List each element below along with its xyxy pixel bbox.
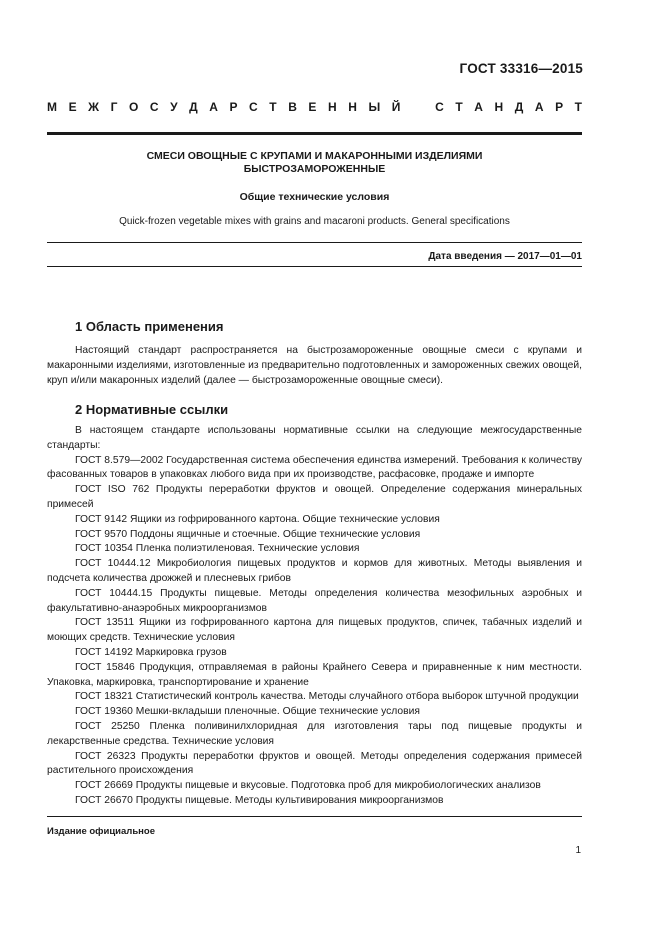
section-paragraph: В настоящем стандарте использованы нормативные ссылки на следующие межгосударственные стандарты:: [47, 425, 582, 451]
banner-letter: Н: [348, 100, 357, 114]
banner-letter: А: [474, 100, 483, 114]
section-scope: [47, 319, 582, 388]
document-code: ГОСТ 33316—2015: [459, 61, 583, 76]
reference-item: ГОСТ 8.579—2002 Государственная система обеспечения единства измерений. Требования к количеству фасованных товаров в упаковках любого вида при их производстве, расфасовке, продаже и импорте: [47, 454, 582, 481]
section-heading: 1 Область применения: [75, 319, 224, 334]
official-edition-label: Издание официальное: [47, 826, 155, 837]
reference-item: ГОСТ 9142 Ящики из гофрированного картона. Общие технические условия: [75, 513, 440, 525]
banner-letter: Е: [308, 100, 317, 114]
section-heading: 2 Нормативные ссылки: [75, 402, 229, 417]
banner-letter: Д: [189, 100, 198, 114]
title-line-1: СМЕСИ ОВОЩНЫЕ С КРУПАМИ И МАКАРОННЫМИ ИЗДЕЛИЯМИ: [146, 150, 483, 162]
introduction-date: Дата введения — 2017—01—01: [428, 251, 582, 262]
reference-item: ГОСТ 10444.15 Продукты пищевые. Методы определения количества мезофильных аэробных и факультативно-анаэробных микроорганизмов: [47, 587, 582, 614]
banner-letter: С: [435, 100, 444, 114]
banner-letter: Т: [269, 100, 277, 114]
section-normative-references: [47, 402, 582, 809]
banner-letter: Е: [68, 100, 77, 114]
reference-item: ГОСТ 25250 Пленка поливинилхлоридная для изготовления тары под пищевые продукты и лекарственные средства. Технические условия: [47, 720, 582, 747]
reference-list: [47, 454, 582, 809]
reference-item: ГОСТ 18321 Статистический контроль качества. Методы случайного отбора выборок штучной продукции: [75, 691, 579, 703]
banner-letter: С: [249, 100, 258, 114]
banner-letter: Н: [494, 100, 504, 114]
document-subtitle: Общие технические условия: [239, 191, 390, 203]
banner-letter: У: [170, 100, 178, 114]
interstate-standard-banner: [47, 100, 582, 114]
banner-letter: Й: [391, 100, 401, 114]
banner-letter: Ж: [88, 100, 99, 114]
banner-letter: Г: [110, 100, 118, 114]
reference-item: ГОСТ 10354 Пленка полиэтиленовая. Технические условия: [75, 543, 360, 555]
header-rule: [47, 132, 582, 135]
banner-letter: Р: [229, 100, 238, 114]
banner-letter: В: [288, 100, 297, 114]
banner-letter: О: [128, 100, 139, 114]
banner-letter: Р: [555, 100, 564, 114]
reference-item: ГОСТ 19360 Мешки-вкладыши пленочные. Общие технические условия: [75, 706, 420, 718]
title-divider: [47, 242, 582, 243]
reference-item: ГОСТ ISO 762 Продукты переработки фруктов и овощей. Определение содержания минеральных примесей: [47, 484, 582, 510]
document-title: [47, 150, 582, 176]
reference-item: ГОСТ 10444.12 Микробиология пищевых продуктов и кормов для животных. Методы выявления и подсчета количества дрожжей и плесневых грибов: [47, 558, 582, 584]
page-number: 1: [575, 845, 581, 856]
reference-item: ГОСТ 15846 Продукция, отправляемая в районы Крайнего Севера и приравненные к ним местности. Упаковка, маркировка, транспортирование и хранение: [47, 661, 582, 688]
banner-letter: Д: [514, 100, 524, 114]
banner-letter: Ы: [368, 100, 381, 114]
banner-letter: Т: [574, 100, 582, 114]
date-divider: [47, 266, 582, 267]
reference-item: ГОСТ 14192 Маркировка грузов: [75, 646, 227, 658]
reference-item: ГОСТ 26669 Продукты пищевые и вкусовые. Подготовка проб для микробиологических анализов: [75, 780, 541, 792]
banner-letter: Т: [455, 100, 463, 114]
banner-letter: А: [534, 100, 544, 114]
reference-item: ГОСТ 13511 Ящики из гофрированного картона для пищевых продуктов, спичек, табачных изделий и моющих средств. Технические условия: [47, 617, 582, 644]
reference-item: ГОСТ 9570 Поддоны ящичные и стоечные. Общие технические условия: [75, 528, 421, 540]
english-title: Quick-frozen vegetable mixes with grains and macaroni products. General specifications: [119, 216, 510, 227]
banner-letter: А: [209, 100, 218, 114]
footer-divider: [47, 816, 582, 817]
section-paragraph: Настоящий стандарт распространяется на быстрозамороженные овощные смеси с крупами и макаронными изделиями, изготовленные из предварительно подготовленных и замороженных свежих овощей, круп и/или макаронных изделий (далее — быстрозамороженные овощные смеси).: [47, 345, 582, 386]
banner-letter: М: [47, 100, 57, 114]
reference-item: ГОСТ 26670 Продукты пищевые. Методы культивирования микроорганизмов: [75, 794, 444, 806]
reference-item: ГОСТ 26323 Продукты переработки фруктов и овощей. Методы определения содержания примесей растительного происхождения: [47, 750, 582, 777]
banner-letter: Н: [328, 100, 337, 114]
banner-letter: С: [149, 100, 159, 114]
title-line-2: БЫСТРОЗАМОРОЖЕННЫЕ: [243, 163, 386, 175]
